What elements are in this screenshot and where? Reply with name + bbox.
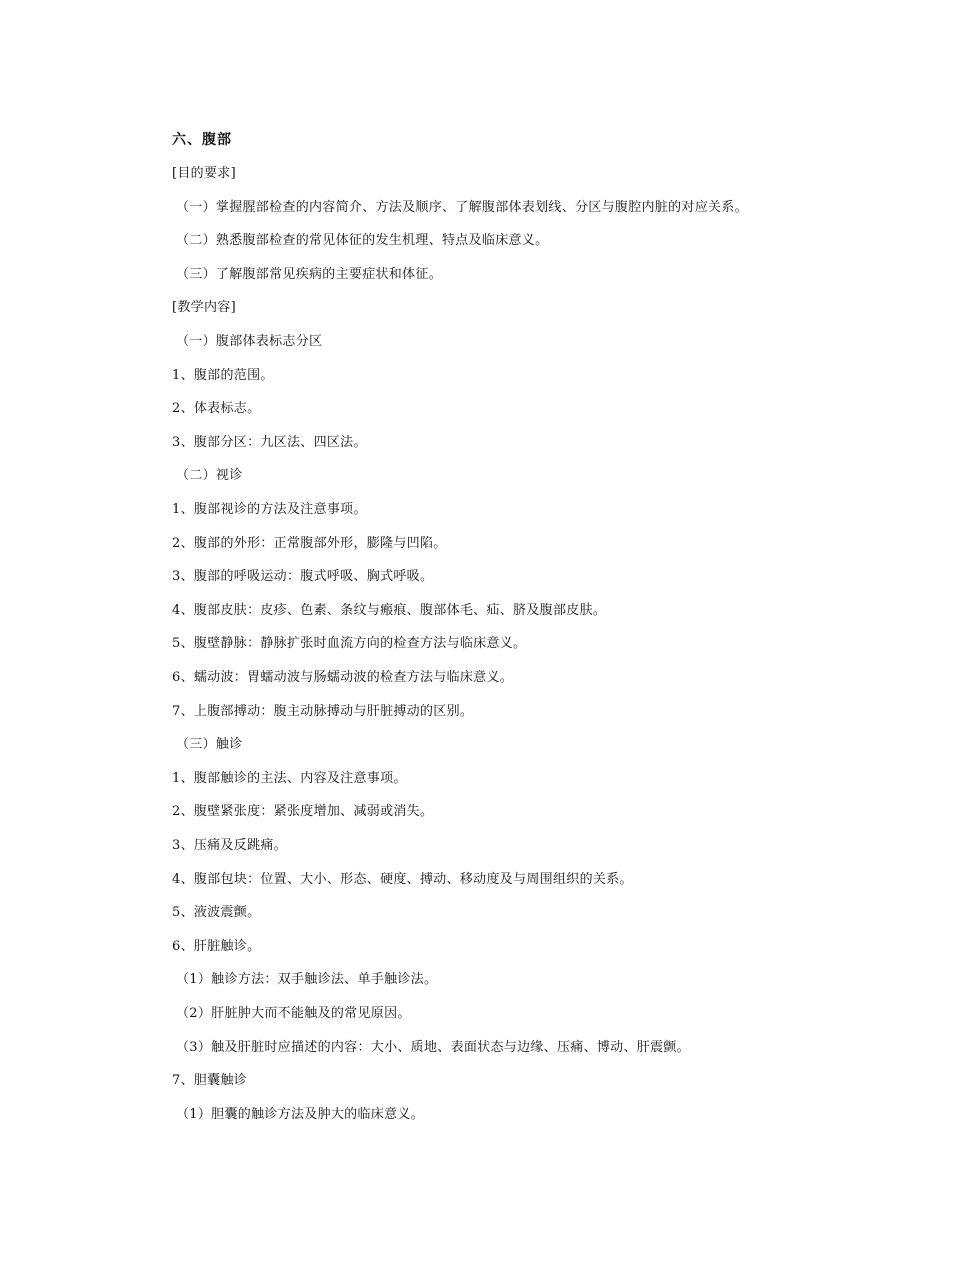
list-item: 2、腹部的外形：正常腹部外形，膨隆与凹陷。 [172,536,447,551]
list-item: 3、压痛及反跳痛。 [172,838,287,853]
sub-list-item: （1）胆囊的触诊方法及肿大的临床意义。 [176,1107,424,1122]
list-item: 3、腹部的呼吸运动：腹式呼吸、胸式呼吸。 [172,569,434,584]
objective-item: （二）熟悉腹部检查的常见体征的发生机理、特点及临床意义。 [176,233,549,248]
list-item: 7、上腹部搏动：腹主动脉搏动与肝脏搏动的区别。 [172,704,474,719]
sub-list-item: （1）触诊方法：双手触诊法、单手触诊法。 [176,972,438,987]
objective-item: （三）了解腹部常见疾病的主要症状和体征。 [176,267,443,282]
list-item: 1、腹部的范围。 [172,368,274,383]
list-item: 4、腹部包块：位置、大小、形态、硬度、搏动、移动度及与周围组织的关系。 [172,872,633,887]
heading-objectives: [目的要求] [172,166,236,181]
sub-list-item: （3）触及肝脏时应描述的内容：大小、质地、表面状态与边缘、压痛、博动、肝震颤。 [176,1040,690,1055]
subsection-heading: （一）腹部体表标志分区 [176,334,323,349]
subsection-heading: （三）触诊 [176,737,243,752]
list-item: 7、胆囊触诊 [172,1073,248,1088]
heading-content: [教学内容] [172,300,236,315]
sub-list-item: （2）肝脏肿大而不能触及的常见原因。 [176,1006,411,1021]
list-item: 1、腹部视诊的方法及注意事项。 [172,502,367,517]
section-title: 六、腹部 [172,132,232,148]
list-item: 2、腹壁紧张度：紧张度增加、减弱或消失。 [172,804,434,819]
list-item: 2、体表标志。 [172,401,261,416]
list-item: 5、腹壁静脉：静脉扩张时血流方向的检查方法与临床意义。 [172,636,527,651]
list-item: 3、腹部分区：九区法、四区法。 [172,435,367,450]
list-item: 5、液波震颤。 [172,905,261,920]
list-item: 1、腹部触诊的主法、内容及注意事项。 [172,771,407,786]
list-item: 6、肝脏触诊。 [172,939,261,954]
objective-item: （一）掌握腥部检查的内容简介、方法及顺序、了解腹部体表划线、分区与腹腔内脏的对应关系。 [176,200,748,215]
list-item: 6、蠕动波：胃蠕动波与肠蠕动波的检查方法与临床意义。 [172,670,514,685]
subsection-heading: （二）视诊 [176,468,243,483]
list-item: 4、腹部皮肤：皮疹、色素、条纹与瘢痕、腹部体毛、疝、脐及腹部皮肤。 [172,603,607,618]
